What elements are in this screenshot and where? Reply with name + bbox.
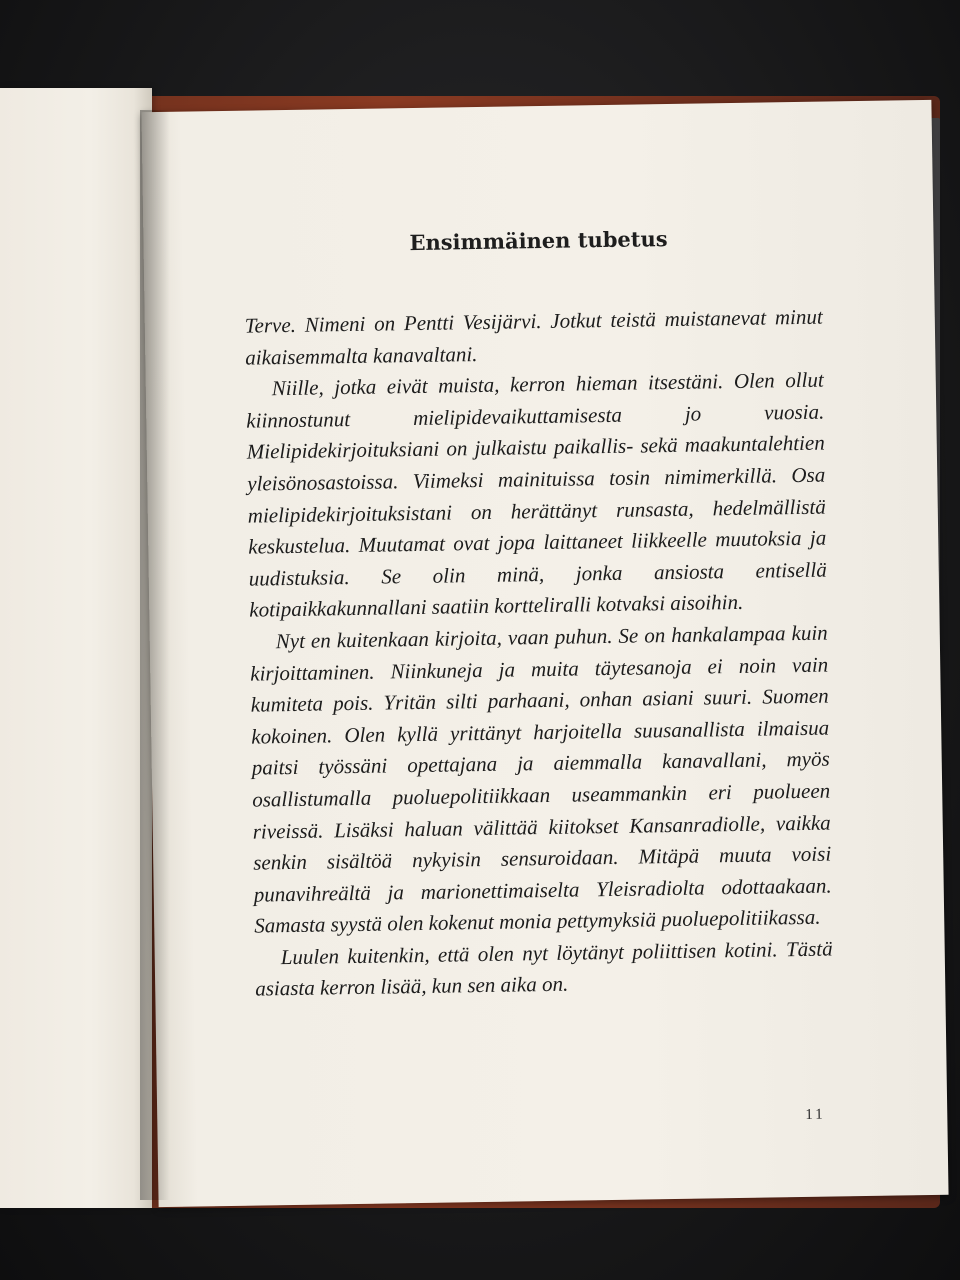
gutter-shadow bbox=[140, 110, 170, 1200]
paragraph: Terve. Nimeni on Pentti Vesijärvi. Jotkut teistä muistanevat minut aikaisemmalta kanavaltani. bbox=[244, 304, 823, 370]
paragraph: Luulen kuitenkin, että olen nyt löytänyt poliittisen kotini. Tästä asiasta kerron lisää, kun sen aika on. bbox=[255, 936, 833, 1002]
body-text bbox=[245, 302, 834, 1006]
paragraph: Nyt en kuitenkaan kirjoita, vaan puhun. Se on hankalampaa kuin kirjoittaminen. Niinkuneja ja muita täytesanoja ei noin vain kumiteta pois. Yritän silti parhaani, onhan asiani suuri. Suomen kokoinen. Olen kyllä yrittänyt harjoitella suusanallista ilmaisua paitsi työssäni opettajana ja aiemmalla kanavallani, myös osallistumalla puoluepolitiikkaan useammankin eri puolueen riveissä. Lisäksi haluan välittää kiitokset Kansanradiolle, vaikka senkin sisältöä nykyisin sensuroidaan. Mitäpä muuta voisi punavihreältä ja marionettimaiselta Yleisradiolta odottaakaan. Samasta syystä olen kokenut monia pettymyksiä puoluepolitiikassa. bbox=[250, 620, 832, 938]
chapter-title: Ensimmäinen tubetus bbox=[409, 226, 668, 256]
page-number: 11 bbox=[805, 1106, 826, 1123]
right-page bbox=[141, 100, 948, 1207]
paragraph: Niille, jotka eivät muista, kerron hieman itsestäni. Olen ollut kiinnostunut mielipidevaikuttamisesta jo vuosia. Mielipidekirjoituksiani on julkaistu paikallis- sekä maakuntalehtien yleisönosastoissa. Viimeksi mainituissa tosin nimimerkillä. Osa mielipidekirjoituksistani on herättänyt runsasta, hedelmällistä keskustelua. Muutamat ovat jopa laittaneet liikkeelle muutoksia ja uudistuksia. Se olin minä, jonka ansiosta entisellä kotipaikkakunnallani saatiin kortteliralli kotvaksi aisoihin. bbox=[246, 367, 827, 622]
left-page bbox=[0, 88, 152, 1208]
